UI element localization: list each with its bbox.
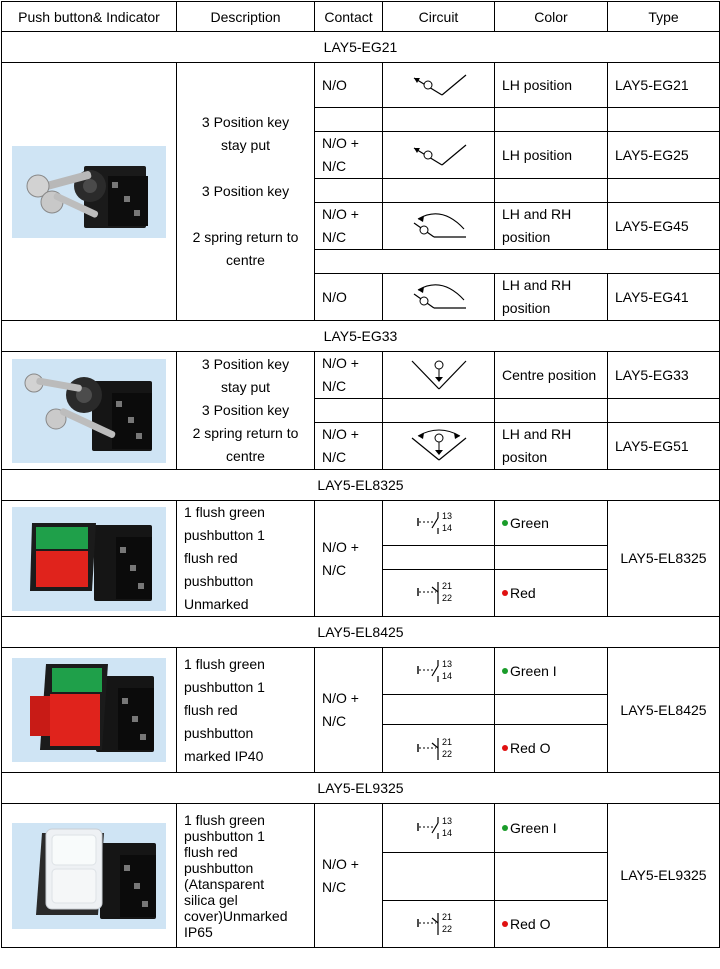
empty-cell <box>495 399 608 423</box>
section-title-el9325: LAY5-EL9325 <box>2 773 720 804</box>
section-title-el8425: LAY5-EL8425 <box>2 617 720 648</box>
description-el8325 <box>177 501 315 617</box>
empty-cell <box>315 399 383 423</box>
red-dot-icon <box>502 590 508 596</box>
type-cell: LAY5-EL9325 <box>608 804 720 948</box>
description-line: pushbutton 1 <box>184 527 265 543</box>
header-circuit: Circuit <box>383 2 495 32</box>
section-title-eg21: LAY5-EG21 <box>2 32 720 63</box>
empty-cell <box>608 108 720 132</box>
empty-cell <box>383 179 495 203</box>
contact-cell: N/O <box>315 63 383 108</box>
pushbutton-photo <box>2 501 177 617</box>
green-dot-icon <box>502 668 508 674</box>
circuit-cell <box>383 274 495 321</box>
key-lh-rh-circuit-icon <box>404 209 474 243</box>
circuit-cell <box>383 648 495 695</box>
empty-cell <box>495 695 608 725</box>
color-cell: Red O <box>495 725 608 773</box>
color-cell: LH and RH positon <box>495 423 608 470</box>
description-line: pushbutton 1 <box>184 827 265 844</box>
spec-table <box>1 1 720 948</box>
description-line: 3 Position key <box>201 356 290 372</box>
double-pushbutton-image-icon <box>12 507 166 611</box>
empty-cell <box>608 399 720 423</box>
double-pushbutton-image-icon <box>12 658 166 762</box>
color-cell: LH position <box>495 63 608 108</box>
svg-text:21: 21 <box>441 736 452 747</box>
green-dot-icon <box>502 520 508 526</box>
svg-text:22: 22 <box>441 748 452 759</box>
description-el8425 <box>177 648 315 773</box>
contact-cell: N/O + N/C <box>315 804 383 948</box>
description-line: Unmarked <box>184 596 249 612</box>
empty-cell <box>315 179 383 203</box>
svg-text:14: 14 <box>441 671 452 681</box>
nc-contact-circuit-icon <box>412 579 466 607</box>
table-row <box>2 501 720 546</box>
circuit-cell <box>383 725 495 773</box>
description-eg33 <box>177 352 315 470</box>
key-lh-circuit-icon <box>404 70 474 100</box>
empty-cell <box>383 546 495 570</box>
section-title-eg33: LAY5-EG33 <box>2 321 720 352</box>
type-cell: LAY5-EL8425 <box>608 648 720 773</box>
description-line: (Atansparent <box>184 875 265 892</box>
key-lh-rh-circuit-icon <box>404 280 474 314</box>
header-color: Color <box>495 2 608 32</box>
svg-text:21: 21 <box>441 581 452 591</box>
empty-cell <box>383 853 495 901</box>
key-switch-image-icon <box>12 359 166 463</box>
description-line: stay put <box>220 379 271 395</box>
circuit-cell <box>383 804 495 853</box>
empty-cell <box>383 399 495 423</box>
empty-cell <box>495 853 608 901</box>
description-line: pushbutton <box>184 859 254 876</box>
svg-text:13: 13 <box>441 659 452 669</box>
contact-cell: N/O + N/C <box>315 501 383 617</box>
color-cell: LH and RH position <box>495 203 608 250</box>
type-cell: LAY5-EG51 <box>608 423 720 470</box>
svg-text:13: 13 <box>441 816 452 826</box>
no-contact-circuit-icon <box>412 509 466 537</box>
empty-cell <box>383 108 495 132</box>
type-cell: LAY5-EG21 <box>608 63 720 108</box>
circuit-cell <box>383 352 495 399</box>
empty-cell <box>315 108 383 132</box>
description-line: marked IP40 <box>184 747 264 764</box>
empty-cell <box>495 179 608 203</box>
table-row <box>2 63 720 108</box>
svg-text:14: 14 <box>441 523 452 533</box>
color-cell: Red <box>495 570 608 617</box>
svg-text:22: 22 <box>441 593 452 603</box>
svg-text:22: 22 <box>441 924 452 934</box>
description-el9325 <box>177 804 315 948</box>
circuit-cell <box>383 423 495 470</box>
pushbutton-photo <box>2 804 177 948</box>
empty-cell <box>495 108 608 132</box>
type-cell: LAY5-EL8325 <box>608 501 720 617</box>
key-switch-photo <box>2 352 177 470</box>
header-description: Description <box>177 2 315 32</box>
table-row <box>2 804 720 853</box>
contact-cell: N/O + N/C <box>315 203 383 250</box>
color-cell: LH and RH position <box>495 274 608 321</box>
green-dot-icon <box>502 825 508 831</box>
contact-cell: N/O + N/C <box>315 423 383 470</box>
description-line: 3 Position key <box>201 114 290 130</box>
type-cell: LAY5-EG25 <box>608 132 720 179</box>
header-contact: Contact <box>315 2 383 32</box>
table-row <box>2 352 720 399</box>
nc-contact-circuit-icon <box>412 735 466 763</box>
empty-cell <box>608 179 720 203</box>
no-contact-circuit-icon <box>412 814 466 842</box>
key-lh-circuit-icon <box>404 140 474 170</box>
color-cell: Centre position <box>495 352 608 399</box>
contact-cell: N/O + N/C <box>315 648 383 773</box>
description-line: 1 flush green <box>184 811 265 828</box>
description-line: IP65 <box>184 923 213 940</box>
description-line: flush red <box>184 550 238 566</box>
section-title-el8325: LAY5-EL8325 <box>2 470 720 501</box>
description-line: pushbutton 1 <box>184 678 265 695</box>
description-line: 3 Position key <box>201 402 290 418</box>
description-line: 3 Position key <box>201 183 290 199</box>
description-eg21 <box>177 63 315 321</box>
contact-cell: N/O + N/C <box>315 132 383 179</box>
color-cell: Red O <box>495 901 608 948</box>
color-cell: LH position <box>495 132 608 179</box>
color-cell: Green I <box>495 804 608 853</box>
pushbutton-photo <box>2 648 177 773</box>
no-contact-circuit-icon <box>412 657 466 685</box>
circuit-cell <box>383 901 495 948</box>
description-line: flush red <box>184 701 238 718</box>
key-lh-rh-centre-circuit-icon <box>404 428 474 464</box>
type-cell: LAY5-EG45 <box>608 203 720 250</box>
description-line: 2 spring return to <box>192 425 299 441</box>
description-line: stay put <box>220 137 271 153</box>
description-line: 1 flush green <box>184 655 265 672</box>
type-cell: LAY5-EG33 <box>608 352 720 399</box>
nc-contact-circuit-icon <box>412 910 466 938</box>
svg-text:21: 21 <box>441 912 452 922</box>
empty-cell <box>383 695 495 725</box>
header-push-button: Push button& Indicator <box>2 2 177 32</box>
description-line: flush red <box>184 843 238 860</box>
covered-pushbutton-image-icon <box>12 823 166 929</box>
contact-cell: N/O + N/C <box>315 352 383 399</box>
type-cell: LAY5-EG41 <box>608 274 720 321</box>
description-line: silica gel <box>184 891 238 908</box>
color-cell: Green I <box>495 648 608 695</box>
color-cell: Green <box>495 501 608 546</box>
description-line: pushbutton <box>184 573 254 589</box>
empty-cell <box>315 250 720 274</box>
description-line: pushbutton <box>184 724 254 741</box>
header-row <box>2 2 720 32</box>
svg-text:14: 14 <box>441 828 452 838</box>
circuit-cell <box>383 501 495 546</box>
description-line: centre <box>226 448 265 464</box>
header-type: Type <box>608 2 720 32</box>
description-line: 1 flush green <box>184 504 265 520</box>
circuit-cell <box>383 203 495 250</box>
red-dot-icon <box>502 745 508 751</box>
svg-text:13: 13 <box>441 511 452 521</box>
contact-cell: N/O <box>315 274 383 321</box>
key-centre-circuit-icon <box>404 357 474 393</box>
description-line: cover)Unmarked <box>184 907 288 924</box>
circuit-cell <box>383 63 495 108</box>
key-switch-image-icon <box>12 146 166 238</box>
red-dot-icon <box>502 921 508 927</box>
empty-cell <box>495 546 608 570</box>
circuit-cell <box>383 570 495 617</box>
table-row <box>2 648 720 695</box>
description-line: 2 spring return to <box>192 229 299 245</box>
description-line: centre <box>226 252 265 268</box>
key-switch-photo <box>2 63 177 321</box>
circuit-cell <box>383 132 495 179</box>
